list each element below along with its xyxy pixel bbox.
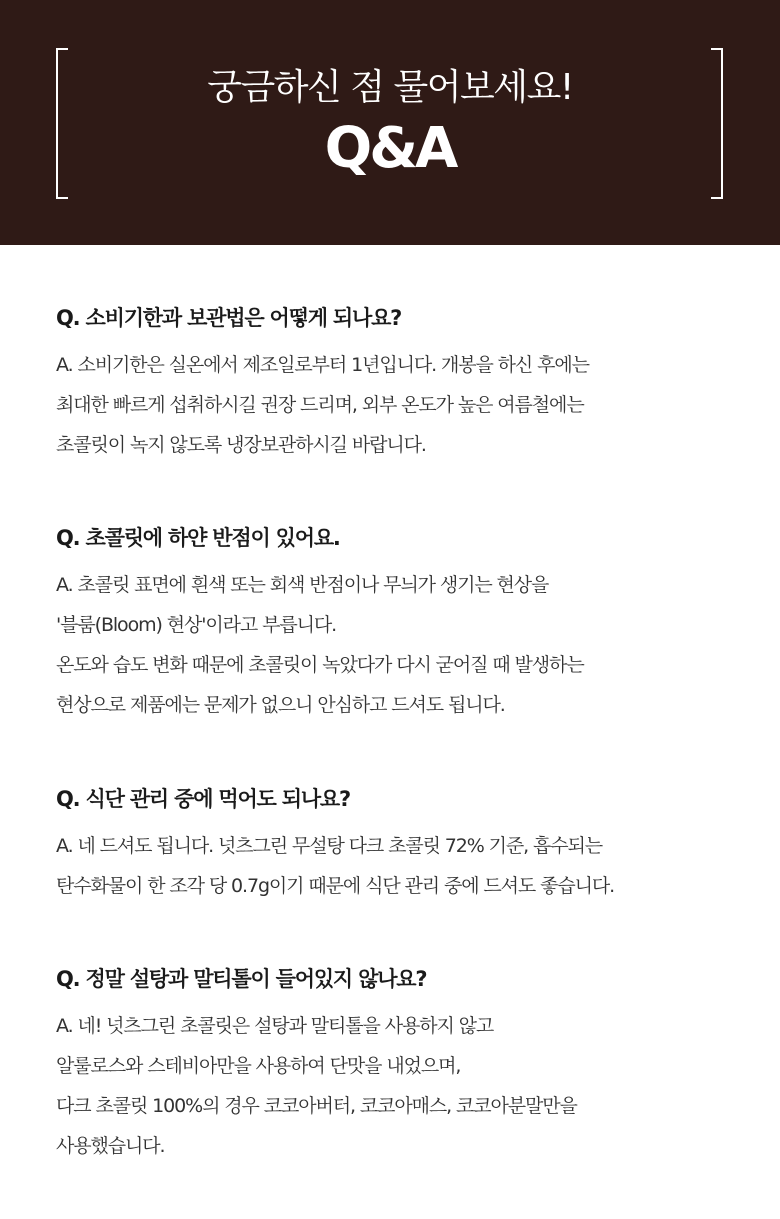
answer-line: 사용했습니다. — [56, 1135, 165, 1157]
header-subtitle: 궁금하신 점 물어보세요! — [207, 67, 573, 108]
question-text: Q. 정말 설탕과 말티톨이 들어있지 않나요? — [56, 967, 427, 991]
qa-item-diet — [56, 784, 736, 906]
answer-line: A. 네! 넛츠그린 초콜릿은 설탕과 말티톨을 사용하지 않고 — [56, 1015, 494, 1037]
answer-line: 알룰로스와 스테비아만을 사용하여 단맛을 내었으며, — [56, 1055, 461, 1077]
answer-line: 현상으로 제품에는 문제가 없으니 안심하고 드셔도 됩니다. — [56, 694, 505, 716]
question-text: Q. 초콜릿에 하얀 반점이 있어요. — [56, 526, 340, 550]
answer-line: '블룸(Bloom) 현상'이라고 부릅니다. — [56, 614, 337, 636]
answer-line: 탄수화물이 한 조각 당 0.7g이기 때문에 식단 관리 중에 드셔도 좋습니다. — [56, 875, 615, 897]
qa-header — [0, 0, 780, 245]
qa-item-sugar-free — [56, 964, 736, 1166]
answer-line: A. 초콜릿 표면에 흰색 또는 회색 반점이나 무늬가 생기는 현상을 — [56, 574, 549, 596]
question-text: Q. 소비기한과 보관법은 어떻게 되나요? — [56, 306, 402, 330]
answer-line: 온도와 습도 변화 때문에 초콜릿이 녹았다가 다시 굳어질 때 발생하는 — [56, 654, 584, 676]
page-title: Q&A — [324, 116, 456, 181]
answer-line: 다크 초콜릿 100%의 경우 코코아버터, 코코아매스, 코코아분말만을 — [56, 1095, 577, 1117]
answer-line: A. 소비기한은 실온에서 제조일로부터 1년입니다. 개봉을 하신 후에는 — [56, 354, 589, 376]
qa-item-white-spots — [56, 523, 736, 725]
question-text: Q. 식단 관리 중에 먹어도 되나요? — [56, 787, 350, 811]
answer-line: 초콜릿이 녹지 않도록 냉장보관하시길 바랍니다. — [56, 434, 426, 456]
answer-line: A. 네 드셔도 됩니다. 넛츠그린 무설탕 다크 초콜릿 72% 기준, 흡수되는 — [56, 835, 603, 857]
answer-line: 최대한 빠르게 섭취하시길 권장 드리며, 외부 온도가 높은 여름철에는 — [56, 394, 584, 416]
qa-item-storage — [56, 303, 736, 465]
